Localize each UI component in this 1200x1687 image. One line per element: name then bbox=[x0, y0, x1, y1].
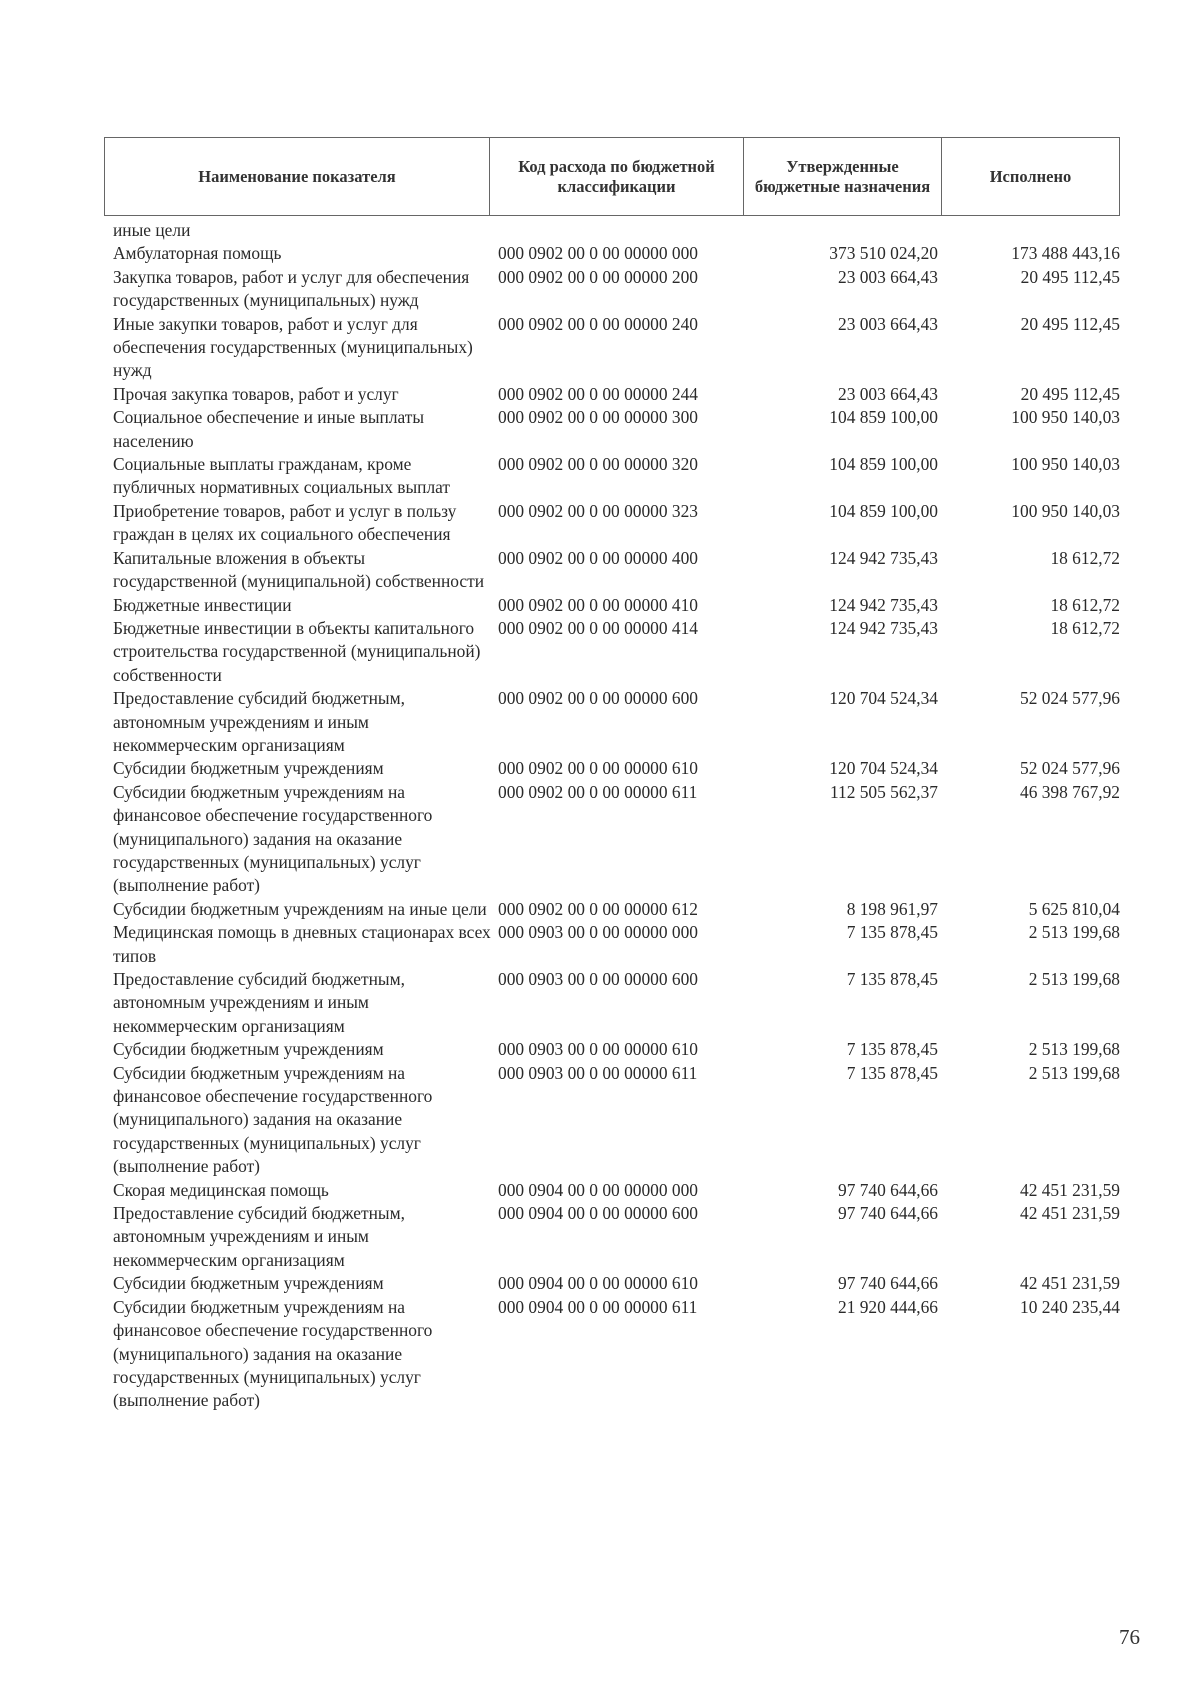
row-code: 000 0903 00 0 00 00000 610 bbox=[498, 1039, 698, 1060]
row-approved: 124 942 735,43 bbox=[829, 594, 938, 615]
row-approved: 373 510 024,20 bbox=[829, 243, 938, 264]
table-row bbox=[113, 968, 1123, 1038]
row-approved: 124 942 735,43 bbox=[829, 547, 938, 568]
row-approved bbox=[688, 219, 938, 242]
row-name: Медицинская помощь в дневных стационарах всех типов bbox=[113, 922, 491, 966]
row-code: 000 0904 00 0 00 00000 600 bbox=[498, 1203, 698, 1224]
row-name: Бюджетные инвестиции bbox=[113, 594, 292, 615]
table-row bbox=[113, 1202, 1123, 1272]
table-row bbox=[113, 1296, 1123, 1413]
table-row bbox=[113, 757, 1123, 780]
row-name: Капитальные вложения в объекты государственной (муниципальной) собственности bbox=[113, 547, 485, 592]
table-row bbox=[113, 617, 1123, 687]
row-code: 000 0904 00 0 00 00000 610 bbox=[498, 1273, 698, 1294]
row-code: 000 0902 00 0 00 00000 244 bbox=[498, 383, 698, 404]
table-row bbox=[113, 406, 1123, 453]
table-row bbox=[113, 781, 1123, 898]
table-row bbox=[113, 1038, 1123, 1061]
row-approved: 97 740 644,66 bbox=[838, 1273, 938, 1294]
row-approved: 23 003 664,43 bbox=[838, 383, 938, 404]
row-name: Иные закупки товаров, работ и услуг для обеспечения государственных (муниципальных) нужд bbox=[113, 313, 473, 381]
row-executed: 100 950 140,03 bbox=[1011, 454, 1120, 475]
row-approved: 97 740 644,66 bbox=[838, 1203, 938, 1224]
table-row bbox=[113, 1272, 1123, 1295]
row-executed: 5 625 810,04 bbox=[1028, 898, 1120, 919]
table-row bbox=[113, 313, 1123, 383]
row-approved: 21 920 444,66 bbox=[838, 1296, 938, 1317]
row-approved: 8 198 961,97 bbox=[846, 898, 938, 919]
row-executed: 20 495 112,45 bbox=[1020, 313, 1120, 334]
row-name: Закупка товаров, работ и услуг для обеспечения государственных (муниципальных) нужд bbox=[113, 266, 470, 311]
row-name: Предоставление субсидий бюджетным, автономным учреждениям и иным некоммерческим организациям bbox=[113, 688, 405, 755]
row-code: 000 0902 00 0 00 00000 000 bbox=[498, 243, 698, 264]
row-name: Субсидии бюджетным учреждениям bbox=[113, 758, 384, 779]
row-approved: 112 505 562,37 bbox=[829, 781, 938, 802]
row-executed: 18 612,72 bbox=[1050, 617, 1120, 638]
row-executed: 18 612,72 bbox=[1050, 547, 1120, 568]
row-approved: 104 859 100,00 bbox=[829, 454, 938, 475]
row-approved: 7 135 878,45 bbox=[846, 1062, 938, 1083]
row-executed: 2 513 199,68 bbox=[1028, 1039, 1120, 1060]
row-name: Приобретение товаров, работ и услуг в пользу граждан в целях их социального обеспечения bbox=[113, 500, 457, 545]
row-executed: 173 488 443,16 bbox=[1011, 243, 1120, 264]
row-name: Амбулаторная помощь bbox=[113, 243, 282, 264]
row-executed: 46 398 767,92 bbox=[1020, 781, 1120, 802]
header-code: Код расхода по бюджетной классификации bbox=[490, 138, 744, 215]
row-name: Бюджетные инвестиции в объекты капитального строительства государственной (муниципальной) собственности bbox=[113, 617, 481, 685]
row-executed: 100 950 140,03 bbox=[1011, 500, 1120, 521]
row-executed: 10 240 235,44 bbox=[1020, 1296, 1120, 1317]
row-name: Субсидии бюджетным учреждениям на финансовое обеспечение государственного (муниципального) задания на оказание государственных (муниципальных) услуг (выполнение работ) bbox=[113, 1296, 433, 1411]
row-approved: 23 003 664,43 bbox=[838, 266, 938, 287]
header-name: Наименование показателя bbox=[105, 138, 490, 215]
row-name: Скорая медицинская помощь bbox=[113, 1179, 329, 1200]
table-row bbox=[113, 898, 1123, 921]
row-code: 000 0902 00 0 00 00000 414 bbox=[498, 617, 698, 638]
header-executed: Исполнено bbox=[989, 166, 1072, 186]
table-row bbox=[113, 266, 1123, 313]
row-name: Субсидии бюджетным учреждениям на финансовое обеспечение государственного (муниципального) задания на оказание государственных (муниципальных) услуг (выполнение работ) bbox=[113, 781, 433, 896]
row-code: 000 0902 00 0 00 00000 400 bbox=[498, 547, 698, 568]
row-code: 000 0902 00 0 00 00000 240 bbox=[498, 313, 698, 334]
row-name: Субсидии бюджетным учреждениям на финансовое обеспечение государственного (муниципального) задания на оказание государственных (муниципальных) услуг (выполнение работ) bbox=[113, 1062, 433, 1177]
row-name: Субсидии бюджетным учреждениям bbox=[113, 1039, 384, 1060]
row-code: 000 0902 00 0 00 00000 611 bbox=[498, 781, 698, 802]
table-row bbox=[113, 1179, 1123, 1202]
row-name: Субсидии бюджетным учреждениям bbox=[113, 1273, 384, 1294]
table-row bbox=[113, 242, 1123, 265]
table-row bbox=[113, 383, 1123, 406]
row-approved: 124 942 735,43 bbox=[829, 617, 938, 638]
row-name: иные цели bbox=[113, 220, 191, 240]
row-executed: 52 024 577,96 bbox=[1020, 688, 1120, 709]
row-name: Субсидии бюджетным учреждениям на иные цели bbox=[113, 898, 487, 919]
row-executed: 2 513 199,68 bbox=[1028, 1062, 1120, 1083]
table-row bbox=[113, 219, 1123, 242]
row-executed: 2 513 199,68 bbox=[1028, 969, 1120, 989]
row-code: 000 0902 00 0 00 00000 323 bbox=[498, 500, 698, 521]
table-row bbox=[113, 594, 1123, 617]
table-row bbox=[113, 921, 1123, 968]
table-row bbox=[113, 500, 1123, 547]
row-approved: 104 859 100,00 bbox=[829, 500, 938, 521]
row-executed: 42 451 231,59 bbox=[1020, 1273, 1120, 1294]
row-code: 000 0902 00 0 00 00000 200 bbox=[498, 266, 698, 287]
row-approved: 23 003 664,43 bbox=[838, 313, 938, 334]
row-code: 000 0903 00 0 00 00000 600 bbox=[498, 969, 698, 989]
row-code: 000 0902 00 0 00 00000 612 bbox=[498, 898, 698, 919]
row-approved: 120 704 524,34 bbox=[829, 758, 938, 779]
row-executed: 18 612,72 bbox=[1050, 594, 1120, 615]
row-executed bbox=[938, 219, 1120, 242]
row-code: 000 0902 00 0 00 00000 300 bbox=[498, 407, 698, 428]
table-row bbox=[113, 687, 1123, 757]
row-code: 000 0904 00 0 00 00000 611 bbox=[498, 1296, 698, 1317]
row-approved: 7 135 878,45 bbox=[846, 1039, 938, 1060]
row-code: 000 0903 00 0 00 00000 611 bbox=[498, 1062, 698, 1083]
table-row bbox=[113, 1062, 1123, 1179]
row-executed: 2 513 199,68 bbox=[1028, 922, 1120, 943]
row-code: 000 0904 00 0 00 00000 000 bbox=[498, 1179, 698, 1200]
row-name: Предоставление субсидий бюджетным, автономным учреждениям и иным некоммерческим организациям bbox=[113, 969, 405, 1036]
table-row bbox=[113, 453, 1123, 500]
table-header bbox=[104, 137, 1120, 216]
row-name: Социальные выплаты гражданам, кроме публичных нормативных социальных выплат bbox=[113, 454, 450, 498]
row-executed: 20 495 112,45 bbox=[1020, 383, 1120, 404]
row-code: 000 0902 00 0 00 00000 410 bbox=[498, 594, 698, 615]
table-body bbox=[113, 219, 1123, 1413]
row-executed: 20 495 112,45 bbox=[1020, 266, 1120, 287]
row-approved: 120 704 524,34 bbox=[829, 688, 938, 709]
row-name: Социальное обеспечение и иные выплаты населению bbox=[113, 407, 425, 451]
row-executed: 52 024 577,96 bbox=[1020, 758, 1120, 779]
row-approved: 104 859 100,00 bbox=[829, 407, 938, 428]
row-executed: 100 950 140,03 bbox=[1011, 407, 1120, 428]
row-approved: 7 135 878,45 bbox=[846, 922, 938, 943]
page-number: 76 bbox=[1119, 1625, 1140, 1649]
row-code: 000 0902 00 0 00 00000 600 bbox=[498, 688, 698, 709]
row-code: 000 0902 00 0 00 00000 610 bbox=[498, 758, 698, 779]
row-executed: 42 451 231,59 bbox=[1020, 1179, 1120, 1200]
row-approved: 7 135 878,45 bbox=[846, 969, 938, 989]
table-row bbox=[113, 547, 1123, 594]
row-executed: 42 451 231,59 bbox=[1020, 1203, 1120, 1224]
row-code: 000 0902 00 0 00 00000 320 bbox=[498, 454, 698, 475]
row-code bbox=[498, 219, 688, 242]
row-name: Прочая закупка товаров, работ и услуг bbox=[113, 383, 399, 404]
header-approved: Утвержденные бюджетные назначения bbox=[744, 138, 942, 215]
row-approved: 97 740 644,66 bbox=[838, 1179, 938, 1200]
row-name: Предоставление субсидий бюджетным, автономным учреждениям и иным некоммерческим организациям bbox=[113, 1203, 405, 1270]
row-code: 000 0903 00 0 00 00000 000 bbox=[498, 922, 698, 943]
